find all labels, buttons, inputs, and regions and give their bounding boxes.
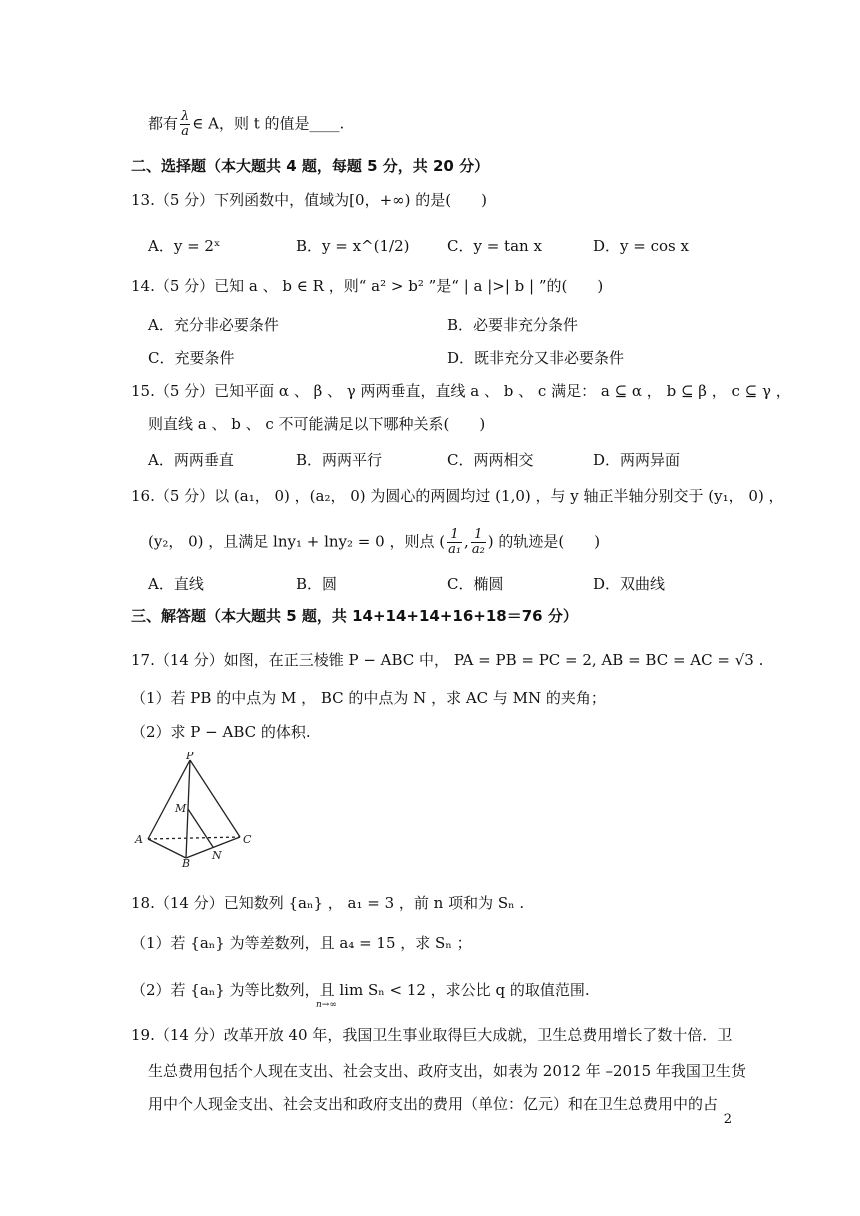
q13-option-b: B．y = x^(1/2): [296, 237, 410, 255]
q14-option-a: A．充分非必要条件: [148, 316, 279, 334]
question-18-part-1: （1）若 {aₙ} 为等差数列，且 a₄ = 15 ，求 Sₙ ；: [131, 934, 472, 952]
one-over-a1: [447, 528, 462, 557]
question-15-stem-line-2: 则直线 a 、 b 、 c 不可能满足以下哪种关系( ): [148, 415, 486, 433]
page-number: 2: [723, 1112, 732, 1127]
q15-option-b: B．两两平行: [296, 451, 383, 469]
label-m: M: [175, 802, 187, 815]
question-18-stem: 18.（14 分）已知数列 {aₙ} ， a₁ = 3 ，前 n 项和为 Sₙ .: [131, 894, 525, 912]
one-over-a2: [471, 528, 486, 557]
edge-ab: [148, 839, 186, 858]
label-c: C: [243, 833, 252, 846]
question-15-stem-line-1: 15.（5 分）已知平面 α 、 β 、 γ 两两垂直，直线 a 、 b 、 c 满足： a ⊆ α ， b ⊆ β ， c ⊆ γ ，: [131, 382, 791, 400]
q14-option-c: C．充要条件: [148, 349, 235, 367]
q16-option-a: A．直线: [148, 575, 204, 593]
q16-option-b: B．圆: [296, 575, 338, 593]
q13-option-d: D．y = cos x: [593, 237, 689, 255]
question-18-part-2: （2）若 {aₙ} 为等比数列，且 lim Sₙ < 12 ，求公比 q 的取值范围.: [131, 981, 590, 999]
segment-mn: [188, 809, 213, 847]
frac2-num: 1: [471, 528, 486, 543]
label-p: P: [186, 752, 194, 762]
lambda-over-a: [180, 110, 190, 139]
label-b: B: [182, 857, 191, 867]
edge-pc: [190, 760, 240, 837]
q15-option-d: D．两两异面: [593, 451, 681, 469]
question-16-stem-line-1: 16.（5 分）以 (a₁， 0) ，(a₂， 0) 为圆心的两圆均过 (1,0) ，与 y 轴正半轴分别交于 (y₁， 0) ，: [131, 487, 784, 505]
q15-option-a: A．两两垂直: [148, 451, 234, 469]
label-a: A: [135, 833, 143, 846]
tetrahedron-figure: [130, 752, 260, 867]
question-19-line-2: 生总费用包括个人现在支出、社会支出、政府支出，如表为 2012 年 –2015 年我国卫生货: [148, 1062, 746, 1080]
top-line-prefix: 都有: [148, 114, 179, 133]
edge-ac-hidden: [148, 837, 240, 839]
limit-subscript: n→∞: [316, 1000, 337, 1010]
q16-line2-pre: (y₂， 0) ，且满足 lny₁ + lny₂ = 0 ，则点 (: [148, 532, 446, 551]
question-19-line-1: 19.（14 分）改革开放 40 年，我国卫生事业取得巨大成就，卫生总费用增长了数十倍．卫: [131, 1026, 733, 1044]
top-line-suffix: ∈ A，则 t 的值是____.: [192, 114, 345, 133]
question-17-part-1: （1）若 PB 的中点为 M ， BC 的中点为 N ，求 AC 与 MN 的夹角；: [131, 689, 606, 707]
section-3-heading: 三、解答题（本大题共 5 题，共 14+14+14+16+18＝76 分）: [131, 607, 578, 625]
top-line: [148, 110, 344, 139]
q16-option-d: D．双曲线: [593, 575, 666, 593]
frac1-den: a₁: [448, 542, 462, 557]
q16-line2-post: ) 的轨迹是( ): [487, 532, 601, 551]
frac-den: a: [181, 124, 190, 139]
question-14-stem: 14.（5 分）已知 a 、 b ∈ R ，则“ a² > b² ”是“ | a |>| b | ”的( ): [131, 277, 604, 295]
label-n: N: [212, 849, 222, 862]
q15-option-c: C．两两相交: [447, 451, 534, 469]
question-17-part-2: （2）求 P − ABC 的体积.: [131, 723, 311, 741]
q14-option-b: B．必要非充分条件: [447, 316, 579, 334]
question-13-stem: 13.（5 分）下列函数中，值域为[0，+∞) 的是( ): [131, 191, 487, 209]
q16-option-c: C．椭圆: [447, 575, 504, 593]
frac-num: λ: [181, 109, 190, 124]
question-19-line-3: 用中个人现金支出、社会支出和政府支出的费用（单位：亿元）和在卫生总费用中的占: [148, 1095, 719, 1113]
frac2-den: a₂: [471, 542, 485, 557]
q13-option-a: A．y = 2ˣ: [148, 237, 221, 255]
frac1-num: 1: [447, 528, 462, 543]
section-2-heading: 二、选择题（本大题共 4 题，每题 5 分，共 20 分）: [131, 157, 490, 175]
question-17-stem: 17.（14 分）如图，在正三棱锥 P − ABC 中， PA = PB = PC = 2, AB = BC = AC = √3 .: [131, 651, 764, 669]
q14-option-d: D．既非充分又非必要条件: [447, 349, 625, 367]
question-16-stem-line-2: (y₂， 0) ，且满足 lny₁ + lny₂ = 0 ，则点 ( $\frac{1}{\text{a₁}}$ , $\frac{1}{\text{a₂}}$ ) 的轨迹是( ): [148, 527, 601, 557]
edge-pa: [148, 760, 190, 839]
q13-option-c: C．y = tan x: [447, 237, 542, 255]
